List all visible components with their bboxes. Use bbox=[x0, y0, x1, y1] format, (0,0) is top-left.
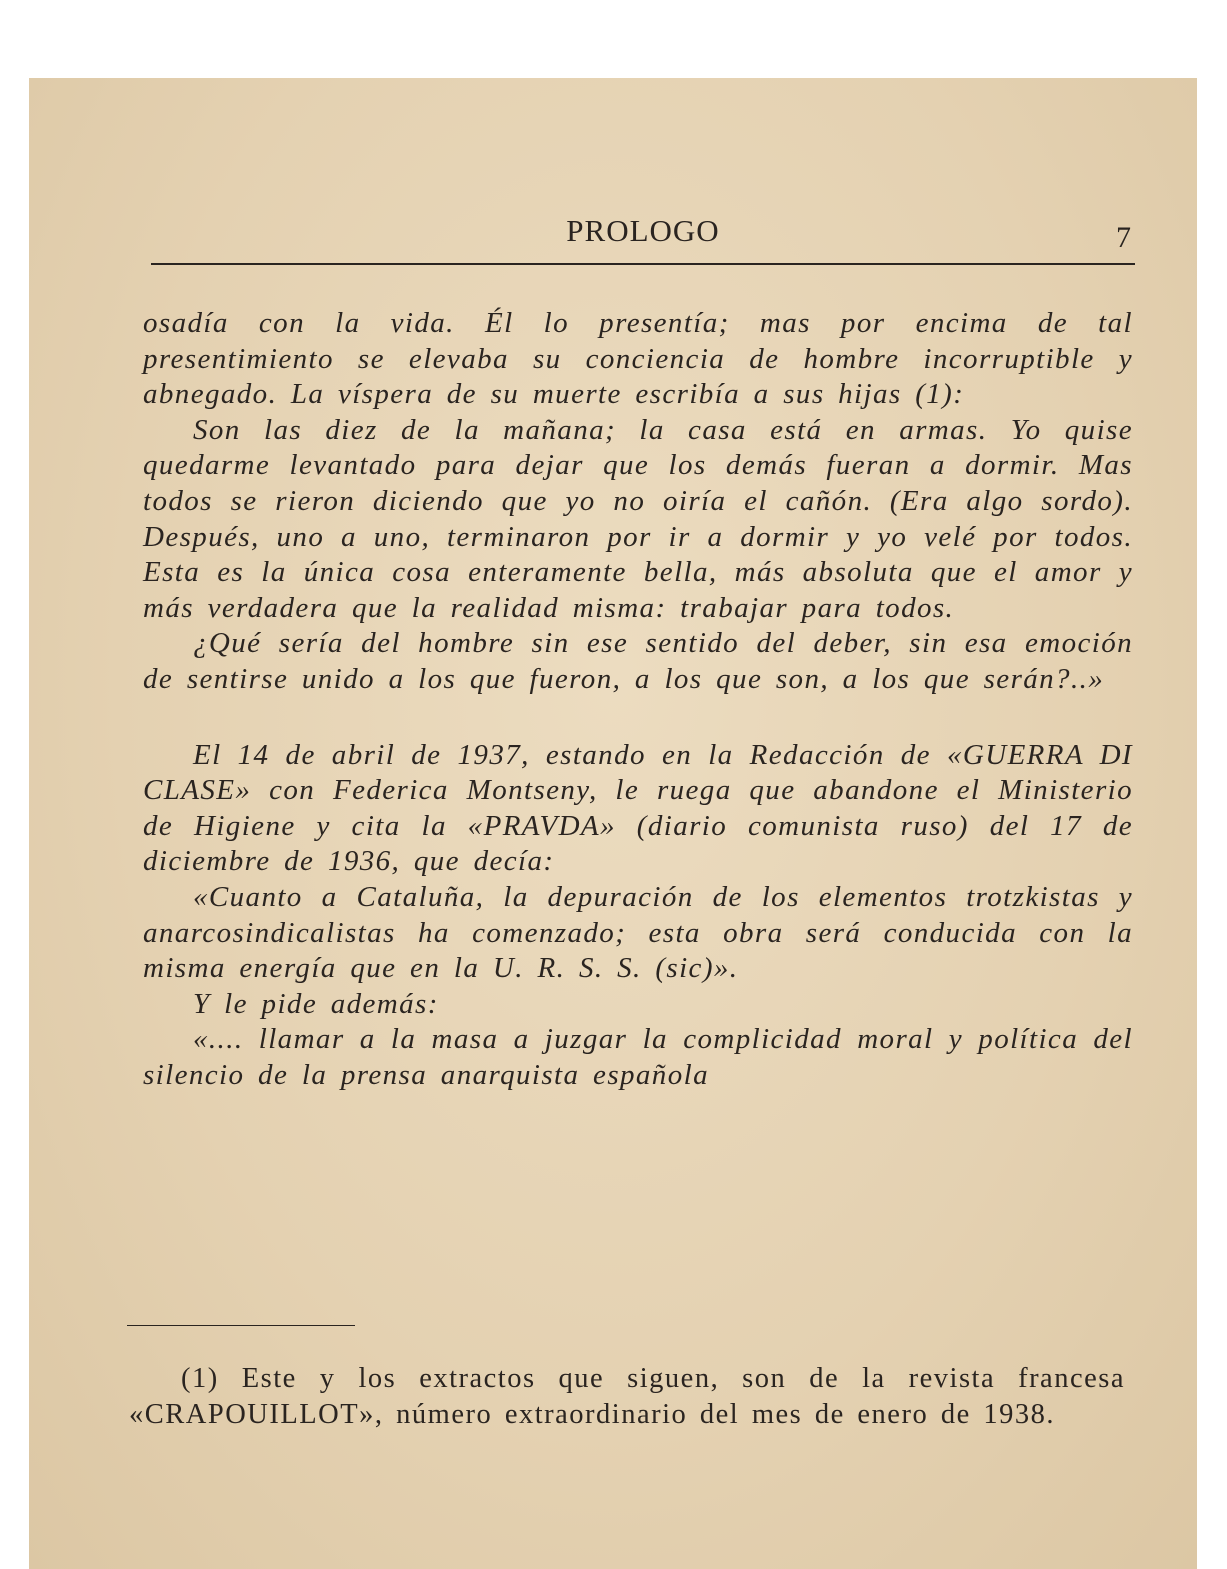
paragraph: Y le pide además: bbox=[193, 987, 439, 1020]
quote-paragraph: «.... llamar a la masa a juzgar la complicidad moral y política del silencio de la prensa anarquista española bbox=[143, 1023, 1133, 1091]
footnote-text: (1) Este y los extractos que siguen, son de la revista francesa «CRAPOUILLOT», número extraordinario del mes de enero de 1938. bbox=[129, 1363, 1125, 1430]
paragraph: El 14 de abril de 1937, estando en la Redacción de «GUERRA DI CLASE» con Federica Montseny, le ruega que abandone el Ministerio de Higiene y cita la «PRAVDA» (diario comunista ruso) del 17 de diciembre de 1936, que decía: bbox=[143, 738, 1133, 878]
body-text bbox=[143, 306, 1133, 1093]
quote-paragraph: «Cuanto a Cataluña, la depuración de los elementos trotzkistas y anarcosindicalistas ha comenzado; esta obra será conducida con la misma energía que en la U. R. S. S. (sic)». bbox=[143, 880, 1133, 985]
header-rule bbox=[151, 263, 1135, 265]
footnote-rule bbox=[127, 1325, 355, 1326]
book-page bbox=[29, 78, 1197, 1569]
running-header bbox=[151, 213, 1135, 263]
quote-paragraph: Son las diez de la mañana; la casa está en armas. Yo quise quedarme levantado para dejar que los demás fueran a dormir. Mas todos se rieron diciendo que yo no oiría el cañón. (Era algo sordo). Después, uno a uno, terminaron por ir a dormir y yo velé por todos. Esta es la única cosa enteramente bella, más absoluta que el amor y más verdadera que la realidad misma: trabajar para todos. bbox=[143, 413, 1133, 624]
header-title: PROLOGO bbox=[566, 213, 720, 248]
paragraph: osadía con la vida. Él lo presentía; mas por encima de tal presentimiento se elevaba su conciencia de hombre incorruptible y abnegado. La víspera de su muerte escribía a sus hijas (1): bbox=[143, 307, 1133, 411]
quote-paragraph: ¿Qué sería del hombre sin ese sentido del deber, sin esa emoción de sentirse unido a los que fueron, a los que son, a los que serán?..» bbox=[143, 627, 1133, 695]
footnote bbox=[129, 1361, 1125, 1433]
page-number: 7 bbox=[1116, 221, 1131, 254]
